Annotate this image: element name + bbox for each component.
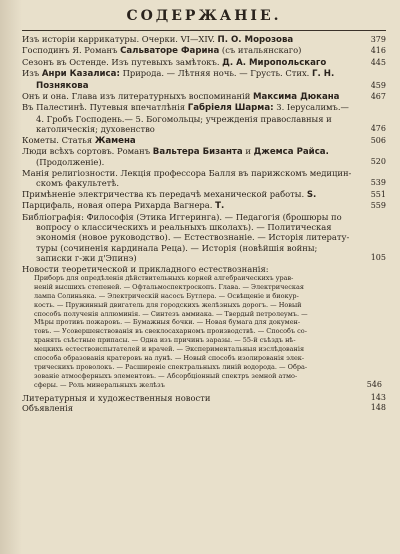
entry-title: вопросу о классическихъ и реальныхъ школахъ). — Политическая [36, 221, 332, 232]
contents-entry [22, 232, 386, 242]
page-number: 551 [370, 189, 386, 199]
contents-entry [22, 264, 386, 274]
entry-text [36, 232, 358, 242]
contents-entry [22, 310, 386, 319]
contents-entry [22, 68, 386, 79]
entry-title: Сезонъ въ Остенде. Изъ путевыхъ замѣтокъ. [22, 56, 220, 67]
entry-text [22, 68, 358, 79]
page-number: 416 [370, 46, 386, 56]
entry-title: Въ Палестинѣ. Путевыя впечатлѣнія [22, 102, 186, 113]
entry-text [36, 222, 358, 232]
entry-text [34, 345, 354, 354]
contents-entry [22, 91, 386, 102]
entry-author: Вальтера Бизанта [152, 147, 243, 158]
entry-author: Жамена [94, 135, 136, 146]
page-number: 520 [370, 157, 386, 167]
entry-title: хранять съѣстные припасы. — Одна изъ причинъ заразы. — 55-й съѣздъ нѣ- [34, 336, 296, 345]
entry-title: неній высшихъ степеней. — Офтальмоспектроскопъ. Глава. — Электрическая [34, 282, 304, 291]
entry-title: экономія (новое руководство). — Естествознаніе. — Исторія литерату- [36, 232, 350, 243]
page-number: 559 [370, 201, 386, 211]
entry-text [36, 243, 358, 253]
contents-entry [22, 327, 386, 336]
entry-text [34, 372, 354, 381]
entry-title: Примѣненіе электричества къ передачѣ механической работы. [22, 188, 305, 199]
entry-title: 4. Гробъ Господень.— 5. Богомольцы; учрежденія православныя и [36, 113, 332, 124]
entry-text [22, 264, 358, 274]
entry-title: Новости теоретической и прикладного естествознанія: [22, 263, 269, 274]
entry-title: католическія; духовенство [36, 124, 155, 135]
entry-title: Библіографія: Философія (Этика Иггеринга). — Педагогія (брошюры по [22, 211, 342, 222]
page-number: 105 [370, 253, 386, 263]
entry-title: Парцифаль, новая опера Рихарда Вагнера. [22, 200, 213, 211]
entry-author: Максима Дюкана [252, 92, 340, 103]
entry-text [34, 318, 354, 327]
page-title: СОДЕРЖАНІЕ. [126, 8, 282, 24]
entry-text [22, 135, 358, 146]
entry-author: S. [306, 189, 317, 200]
entry-author: Джемса Райса. [253, 147, 329, 158]
page-number: 476 [370, 124, 386, 134]
page-number: 445 [370, 57, 386, 67]
entry-title: скомъ факультетѣ. [36, 178, 119, 189]
entry-title: Изъ исторіи каррикатуры. Очерки. VI—XIV. [22, 34, 215, 44]
page-number: 148 [370, 403, 386, 413]
entry-title: Литературныя и художественныя новости [22, 392, 211, 403]
entry-text [36, 80, 358, 91]
contents-entry [22, 222, 386, 232]
entry-text [36, 253, 358, 263]
entry-author: П. О. Морозова [217, 35, 294, 45]
entry-title: Объявленія [22, 403, 74, 414]
contents-entry [22, 274, 386, 283]
contents-entry [22, 372, 386, 381]
entry-title: Приборъ для опредѣленія дѣйствительныхъ корней алгебраическихъ урав- [34, 273, 294, 282]
entry-text [34, 336, 354, 345]
entry-author: Анри Казалиса: [41, 69, 120, 80]
contents-entry [22, 354, 386, 363]
entry-subtitle: 3. Іерусалимъ.— [276, 102, 349, 113]
entry-text [22, 57, 358, 68]
entry-text [22, 189, 358, 200]
entry-author: Габріеля Шарма: [187, 103, 274, 114]
entry-text [34, 354, 354, 363]
entry-title: сферы. — Роль минеральныхъ желѣзъ [34, 380, 165, 389]
entry-author: Сальваторе Фарина [120, 46, 220, 57]
news-section [22, 274, 386, 390]
tail-list [22, 393, 386, 414]
entry-title: трическихъ проволокъ. — Расширеніе спектральныхъ линій водорода. — Обра- [34, 363, 308, 371]
contents-entry [22, 34, 386, 45]
contents-entry [22, 135, 386, 146]
contents-entry [22, 57, 386, 68]
entry-author: Позняковa [36, 80, 89, 91]
contents-entry [22, 114, 386, 124]
entry-author: Т. [215, 201, 225, 212]
contents-entry [22, 102, 386, 113]
contents-entry [22, 292, 386, 301]
page-number: 459 [370, 80, 386, 90]
page-number: 467 [370, 92, 386, 102]
contents-entry [22, 80, 386, 91]
contents-entry [22, 253, 386, 263]
entry-text [22, 34, 358, 45]
entry-text [36, 114, 358, 124]
contents-entry [22, 243, 386, 253]
page-number: 379 [370, 35, 386, 44]
contents-entry [22, 345, 386, 354]
contents-entry [22, 336, 386, 345]
entry-text [22, 91, 358, 102]
entry-text [34, 283, 354, 292]
contents-entry [22, 301, 386, 310]
entry-title: Онъ и она. Глава изъ литературныхъ воспоминаній [22, 91, 251, 102]
entry-text [34, 363, 354, 372]
entry-title: кость. — Пружинный двигатель для городскихъ желѣзныхъ дорогъ. — Новый [34, 300, 302, 309]
entry-text [22, 403, 358, 413]
entry-title: зованіе атмосферныхъ элементовъ. — Абсорбціонный спектръ земной атмо- [34, 371, 298, 380]
entry-text [34, 381, 354, 390]
entry-subtitle: (съ итальянскаго) [221, 45, 302, 56]
entry-title: Изъ [22, 68, 40, 79]
title-rule [22, 30, 386, 31]
entry-subtitle: Природа. — Лѣтняя ночь. — Грусть. Стих. [122, 68, 310, 79]
entry-title: мецкихъ естествоиспытателей и врачей. — Экспериментальныя изслѣдованія [34, 345, 305, 354]
entry-author: Д. А. Миропольскаго [222, 57, 327, 68]
entry-text [34, 327, 354, 336]
contents-entry [22, 189, 386, 200]
entry-title: (Продолженіе). [36, 157, 105, 168]
page-number: 539 [370, 178, 386, 188]
contents-entry [22, 393, 386, 403]
contents-entry [22, 124, 386, 134]
entry-title: товъ. — Усовершенствованія въ свеклосахарномъ производствѣ. — Способъ со- [34, 327, 307, 336]
page-number: 143 [370, 392, 386, 402]
contents-entry [22, 45, 386, 56]
entry-text [22, 393, 358, 403]
contents-list [22, 34, 386, 274]
entry-subtitle: и [245, 146, 251, 157]
entry-text [34, 292, 354, 301]
contents-entry [22, 168, 386, 178]
contents-entry [22, 363, 386, 372]
entry-title: способа образованія кратеровъ на лунѣ. — Новый способъ изолированія элек- [34, 354, 305, 363]
entry-text [22, 102, 358, 113]
contents-entry [22, 283, 386, 292]
entry-text [22, 168, 358, 178]
contents-entry [22, 318, 386, 327]
entry-text [22, 212, 358, 222]
page-number: 506 [370, 135, 386, 145]
entry-title: записки г-жи д'Эпинэ) [36, 253, 137, 264]
entry-text [22, 45, 358, 56]
entry-text [34, 274, 354, 283]
entry-title: туры (сочиненія кардинала Реца). — Исторія (новѣйшія войны; [36, 242, 318, 253]
entry-title: лампа Солиньяка. — Электрическій насосъ Бутлера. — Освѣщеніе и биокур- [34, 291, 299, 300]
entry-text [34, 301, 354, 310]
entry-text [34, 310, 354, 319]
contents-entry [22, 146, 386, 157]
entry-title: Манія религіозности. Лекція профессора Балля въ парижскомъ медицин- [22, 167, 352, 178]
contents-entry [22, 403, 386, 413]
page-number: 546 [366, 379, 382, 389]
entry-title: способъ полученія аллюминія. — Синтезъ аммиака. — Твердый петролеумъ. — [34, 309, 308, 318]
entry-title: Господинъ Я. Романъ [22, 45, 118, 56]
entry-author: Г. Н. [312, 69, 335, 80]
entry-text [22, 200, 358, 211]
contents-entry [22, 178, 386, 188]
contents-entry [22, 212, 386, 222]
contents-entry [22, 157, 386, 167]
entry-title: Кометы. Статья [22, 134, 93, 145]
contents-entry [22, 381, 386, 390]
contents-entry [22, 200, 386, 211]
entry-title: Люди всѣхъ сортовъ. Романъ [22, 146, 151, 157]
entry-title: Мѣры противъ пожаровъ. — Бумажныя бочки. — Новая бумага для докумен- [34, 318, 301, 327]
entry-text [36, 124, 358, 134]
entry-text [36, 178, 358, 188]
entry-text [22, 146, 358, 157]
entry-text [36, 157, 358, 167]
